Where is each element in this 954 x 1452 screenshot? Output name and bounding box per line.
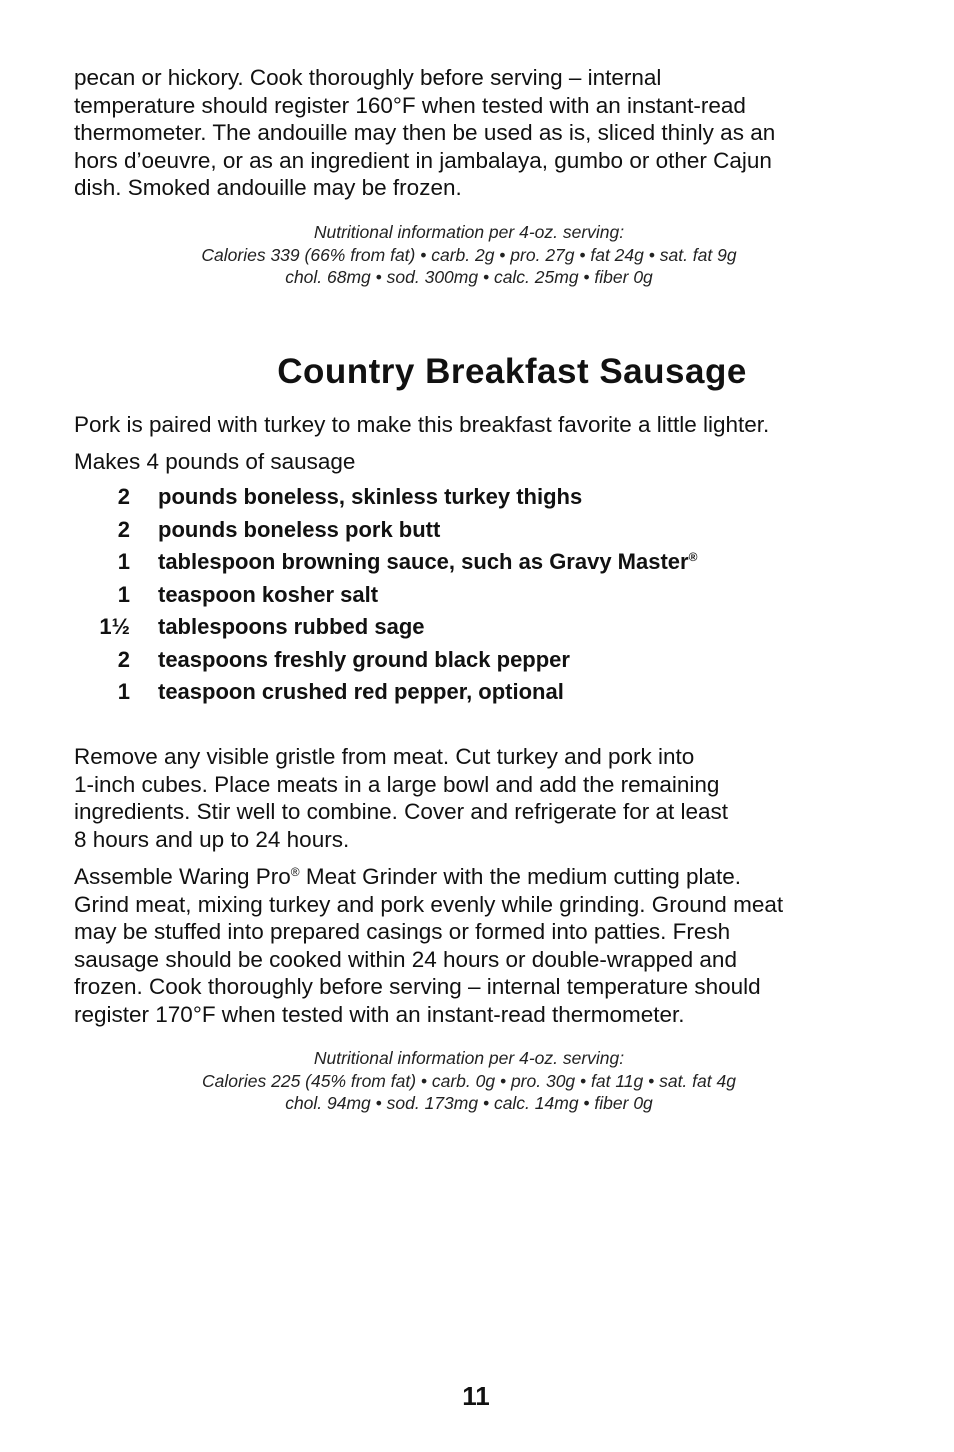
ingredient-name: tablespoons rubbed sage xyxy=(158,614,425,639)
registered-mark: ® xyxy=(290,865,300,879)
recipe-tagline: Pork is paired with turkey to make this breakfast favorite a little lighter. xyxy=(74,412,770,437)
ingredient-item xyxy=(74,514,874,547)
ingredient-quantity: 2 xyxy=(117,484,130,509)
nutrition-heading: Nutritional information per 4-oz. serving: xyxy=(313,1048,625,1068)
ingredient-item xyxy=(74,481,874,514)
ingredient-name: teaspoon kosher salt xyxy=(158,581,379,607)
method-step-marinate: Remove any visible gristle from meat. Cut turkey and pork into 1-inch cubes. Place meats in a large bowl and add the remaining ingredients. Stir well to combine. Cover and refrigerate for at least 8 hours and up to 24 hours. xyxy=(74,744,729,852)
ingredient-quantity: 2 xyxy=(117,516,130,542)
ingredient-quantity: 1 xyxy=(117,549,130,574)
recipe-title: Country Breakfast Sausage xyxy=(277,352,747,391)
ingredient-quantity: 2 xyxy=(117,646,130,672)
ingredient-item xyxy=(74,644,874,677)
nutrition-line: Calories 225 (45% from fat) • carb. 0g • pro. 30g • fat 11g • sat. fat 4g xyxy=(202,1070,736,1091)
ingredient-item xyxy=(74,676,874,709)
nutrition-line: chol. 68mg • sod. 300mg • calc. 25mg • fiber 0g xyxy=(285,267,653,287)
ingredient-quantity: 1 xyxy=(117,581,130,607)
registered-mark: ® xyxy=(688,550,698,564)
ingredient-name: pounds boneless pork butt xyxy=(158,516,441,542)
sausage-nutrition-info xyxy=(74,1047,864,1115)
ingredient-list xyxy=(74,481,874,709)
ingredient-name-with-mark xyxy=(158,546,697,579)
ingredient-name: teaspoons freshly ground black pepper xyxy=(158,646,570,672)
recipe-yield: Makes 4 pounds of sausage xyxy=(74,449,356,474)
andouille-continued-text: pecan or hickory. Cook thoroughly before serving – internal temperature should register 160°F when tested with an instant-read thermometer. The andouille may then be used as is, sliced thinly as an hors d’oeuvre, or as an ingredient in jambalaya, gumbo or other Cajun dish. Smoked andouille may be frozen. xyxy=(74,65,776,201)
nutrition-line: chol. 94mg • sod. 173mg • calc. 14mg • fiber 0g xyxy=(285,1093,653,1113)
method-step-grind xyxy=(74,863,874,1029)
andouille-nutrition-info xyxy=(74,221,864,289)
ingredient-name: teaspoon crushed red pepper, optional xyxy=(158,679,564,704)
ingredient-item xyxy=(74,579,874,612)
ingredient-name: pounds boneless, skinless turkey thighs xyxy=(158,484,583,509)
method-text: Meat Grinder with the medium cutting plate. Grind meat, mixing turkey and pork evenly while grinding. Ground meat may be stuffed into prepared casings or formed into patties. Fresh sausage should be cooked within 24 hours or double-wrapped and frozen. Cook thoroughly before serving – internal temperature should register 170°F when tested with an instant-read thermometer. xyxy=(74,864,784,1027)
nutrition-heading: Nutritional information per 4-oz. serving: xyxy=(313,222,625,242)
recipe-page xyxy=(74,0,874,1452)
ingredient-quantity: 1 xyxy=(117,679,130,704)
ingredient-name: tablespoon browning sauce, such as Gravy Master xyxy=(158,549,689,574)
ingredient-item xyxy=(74,546,874,579)
ingredient-quantity: 1½ xyxy=(99,614,130,639)
nutrition-line: Calories 339 (66% from fat) • carb. 2g • pro. 27g • fat 24g • sat. fat 9g xyxy=(201,244,737,265)
method-text: Assemble Waring Pro xyxy=(74,864,291,889)
ingredient-item xyxy=(74,611,874,644)
page-number: 11 xyxy=(462,1381,490,1411)
